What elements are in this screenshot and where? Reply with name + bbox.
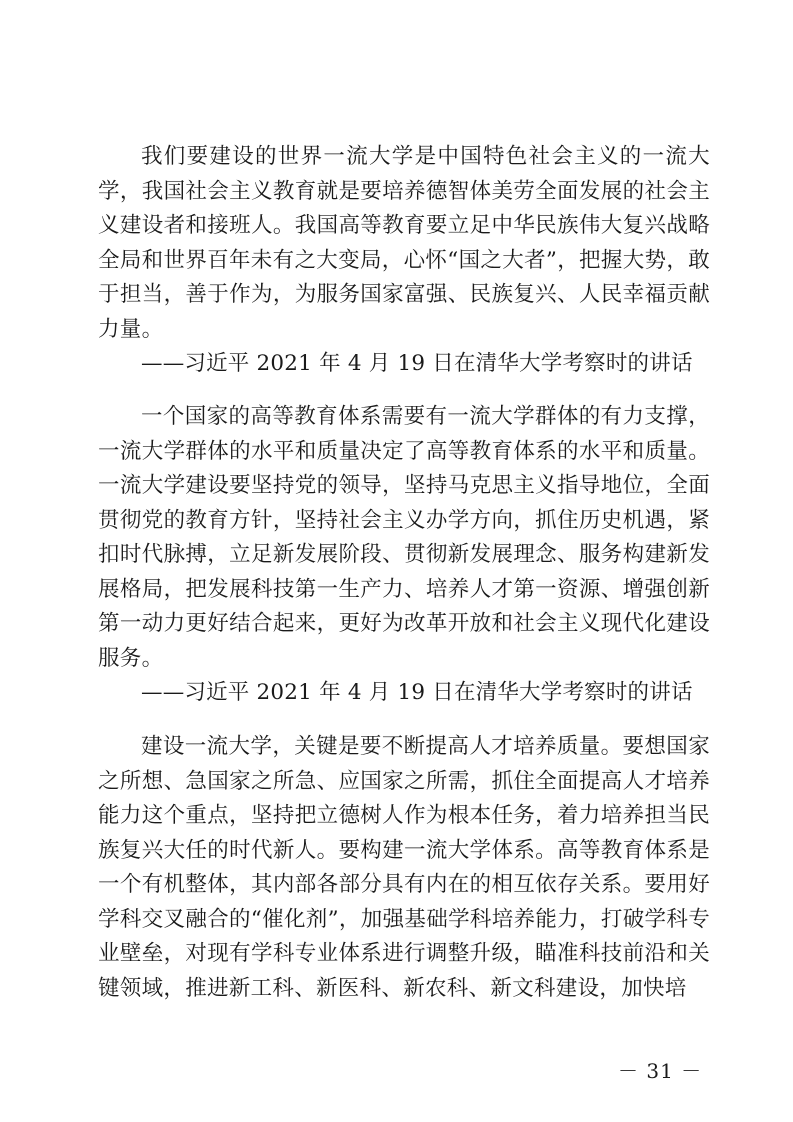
quote-section-1 <box>98 140 710 382</box>
quote-paragraph: 一个国家的高等教育体系需要有一流大学群体的有力支撑，一流大学群体的水平和质量决定了高等教育体系的水平和质量。一流大学建设要坚持党的领导，坚持马克思主义指导地位，全面贯彻党的教育方针，坚持社会主义办学方向，抓住历史机遇，紧扣时代脉搏，立足新发展阶段、贯彻新发展理念、服务构建新发展格局，把发展科技第一生产力、培养人才第一资源、增强创新第一动力更好结合起来，更好为改革开放和社会主义现代化建设服务。 <box>98 404 710 671</box>
quote-section-2 <box>98 400 710 711</box>
quote-section-3 <box>98 730 710 1006</box>
quote-paragraph: 我们要建设的世界一流大学是中国特色社会主义的一流大学，我国社会主义教育就是要培养德智体美劳全面发展的社会主义建设者和接班人。我国高等教育要立足中华民族伟大复兴战略全局和世界百年未有之大变局，心怀“国之大者”，把握大势，敢于担当，善于作为，为服务国家富强、民族复兴、人民幸福贡献力量。 <box>98 144 710 342</box>
page-number: － 31 － <box>618 1059 703 1083</box>
quote-source: ——习近平 2021 年 4 月 19 日在清华大学考察时的讲话 <box>141 351 693 376</box>
quote-source: ——习近平 2021 年 4 月 19 日在清华大学考察时的讲话 <box>141 680 693 705</box>
quote-paragraph: 建设一流大学，关键是要不断提高人才培养质量。要想国家之所想、急国家之所急、应国家之所需，抓住全面提高人才培养能力这个重点，坚持把立德树人作为根本任务，着力培养担当民族复兴大任的时代新人。要构建一流大学体系。高等教育体系是一个有机整体，其内部各部分具有内在的相互依存关系。要用好学科交叉融合的“催化剂”，加强基础学科培养能力，打破学科专业壁垒，对现有学科专业体系进行调整升级，瞄准科技前沿和关键领域，推进新工科、新医科、新农科、新文科建设，加快培 <box>98 734 710 1001</box>
